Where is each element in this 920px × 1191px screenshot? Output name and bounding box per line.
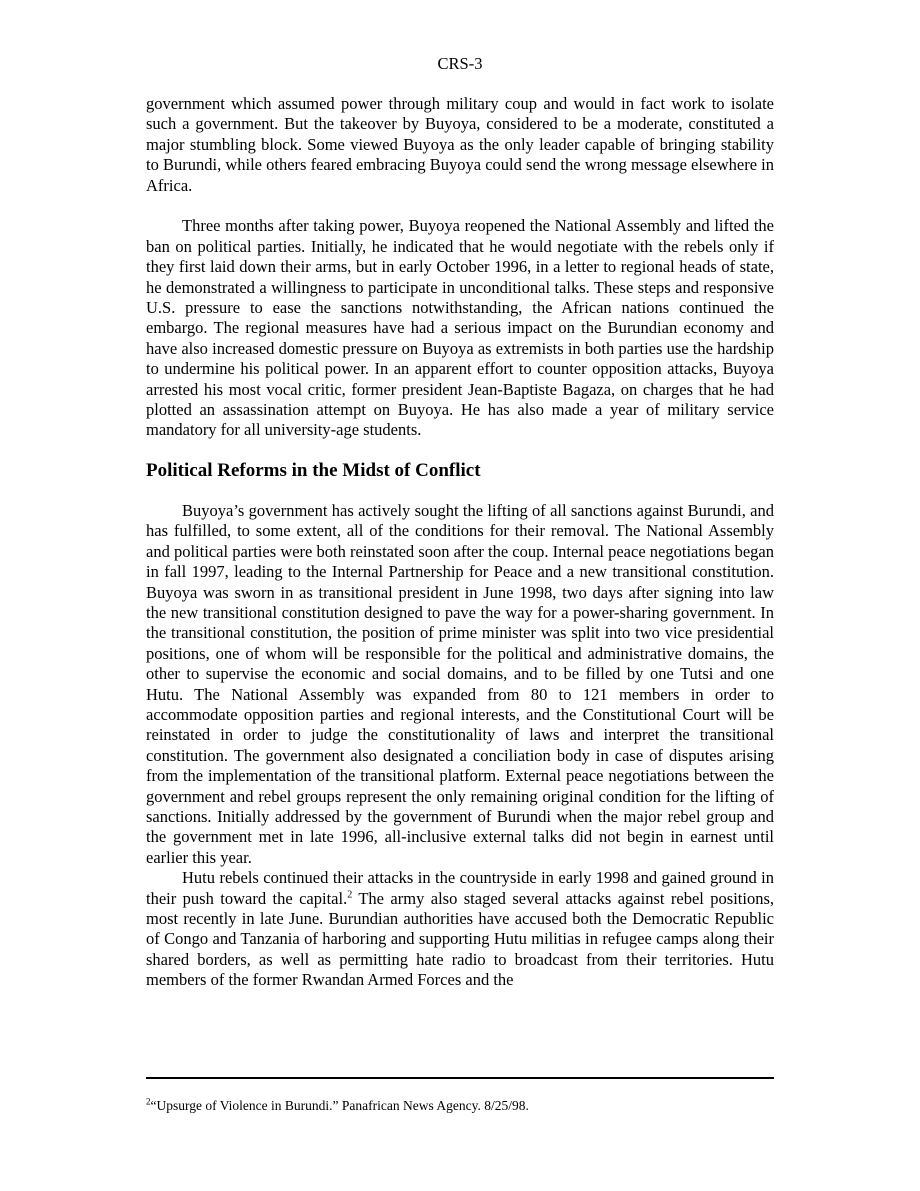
section-heading: Political Reforms in the Midst of Conflict xyxy=(146,459,481,481)
footnote-reference[interactable]: 2 xyxy=(347,889,353,901)
footnote-text: “Upsurge of Violence in Burundi.” Panafrican News Agency. 8/25/98. xyxy=(150,1098,529,1113)
footnote xyxy=(146,1097,774,1115)
footnote-number: 2 xyxy=(146,1096,151,1107)
document-body xyxy=(146,94,774,991)
paragraph-hutu-rebels xyxy=(146,868,774,990)
paragraph-sanctions: Buyoya’s government has actively sought the lifting of all sanctions against Burundi, and has fulfilled, to some extent, all of the conditions for their removal. The National Assembly and political parties were both reinstated soon after the coup. Internal peace negotiations began in fall 1997, leading to the Internal Partnership for Peace and a new transitional constitution. Buyoya was sworn in as transitional president in June 1998, two days after signing into law the new transitional constitution designed to pave the way for a power-sharing government. In the transitional constitution, the position of prime minister was split into two vice presidential positions, one of whom will be responsible for the political and administrative domains, the other to supervise the economic and social domains, and to be filled by one Tutsi and one Hutu. The National Assembly was expanded from 80 to 121 members in order to accommodate opposition parties and regional interests, and the Constitutional Court will be reinstated in order to judge the constitutionality of laws and interpret the transitional constitution. The government also designated a conciliation body in case of disputes arising from the implementation of the transitional platform. External peace negotiations between the government and rebel groups represent the only remaining original condition for the lifting of sanctions. Initially addressed by the government of Burundi when the major rebel group and the government met in late 1996, all-inclusive external talks did not begin in earnest until earlier this year. xyxy=(146,500,774,867)
paragraph-continuation: government which assumed power through military coup and would in fact work to isolate such a government. But the takeover by Buyoya, considered to be a moderate, constituted a major stumbling block. Some viewed Buyoya as the only leader capable of bringing stability to Burundi, while others feared embracing Buyoya could send the wrong message elsewhere in Africa. xyxy=(146,94,774,195)
paragraph-buyoya-reforms: Three months after taking power, Buyoya reopened the National Assembly and lifted the ban on political parties. Initially, he indicated that he would negotiate with the rebels only if they first laid down their arms, but in early October 1996, in a letter to regional heads of state, he demonstrated a willingness to participate in unconditional talks. These steps and responsive U.S. pressure to ease the sanctions notwithstanding, the African nations continued the embargo. The regional measures have had a serious impact on the Burundian economy and have also increased domestic pressure on Buyoya as extremists in both parties use the hardship to undermine his political power. In an apparent effort to counter opposition attacks, Buyoya arrested his most vocal critic, former president Jean-Baptiste Bagaza, on charges that he had plotted an assassination attempt on Buyoya. He has also made a year of military service mandatory for all university-age students. xyxy=(146,216,774,440)
footnote-divider xyxy=(146,1077,774,1079)
paragraph-text-start: Hutu rebels continued their attacks in the countryside in early 1998 and gained ground in their push toward the capital. xyxy=(146,868,774,908)
paragraph-text-end: The army also staged several attacks against rebel positions, most recently in late June. Burundian authorities have accused both the Democratic Republic of Congo and Tanzania of harboring and supporting Hutu militias in refugee camps along their shared borders, as well as permitting hate radio to broadcast from their territories. Hutu members of the former Rwandan Armed Forces and the xyxy=(146,888,775,990)
page-header: CRS-3 xyxy=(437,54,483,73)
